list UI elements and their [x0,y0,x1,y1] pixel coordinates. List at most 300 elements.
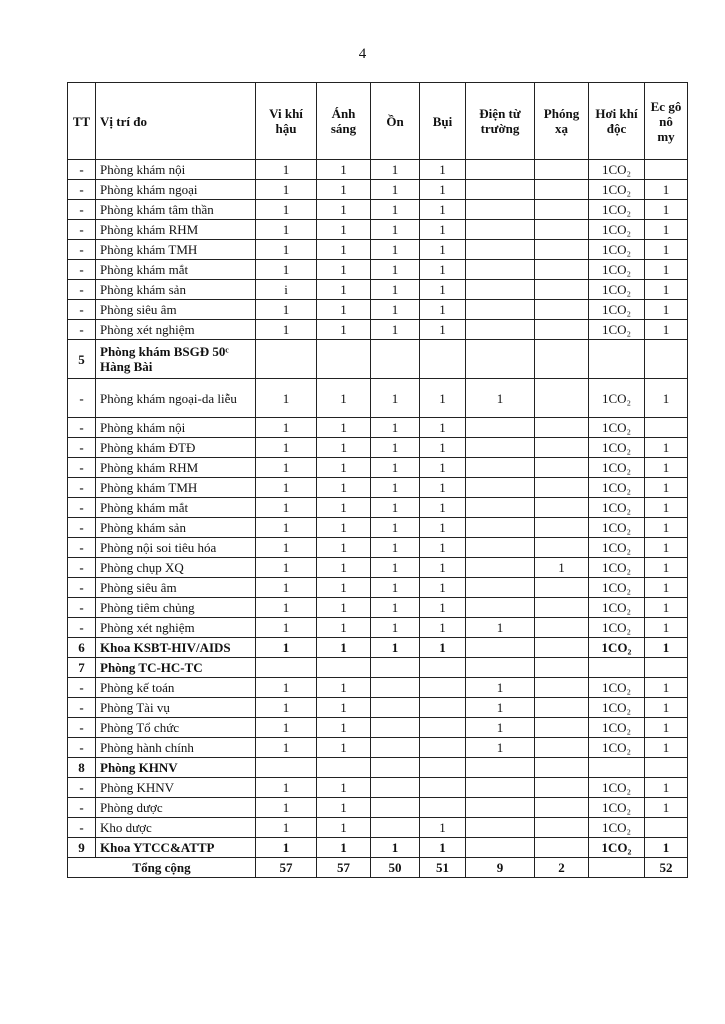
cell-ergonomy: 1 [645,260,688,280]
row-tt: 9 [68,838,96,858]
row-tt: - [68,240,96,260]
cell-emf [466,478,535,498]
total-value: 57 [256,858,317,878]
cell-light: 1 [317,798,371,818]
cell-radiation [535,518,589,538]
cell-dust [420,678,466,698]
cell-toxic-gas: 1CO₂ [589,798,645,818]
cell-microclimate: 1 [256,300,317,320]
cell-radiation [535,798,589,818]
cell-ergonomy: 1 [645,280,688,300]
cell-dust: 1 [420,518,466,538]
cell-noise: 1 [371,418,420,438]
table-row [68,798,688,818]
cell-ergonomy: 1 [645,200,688,220]
cell-microclimate: 1 [256,578,317,598]
cell-dust [420,778,466,798]
cell-dust: 1 [420,498,466,518]
cell-dust: 1 [420,180,466,200]
cell-radiation [535,498,589,518]
table-row [68,220,688,240]
cell-toxic-gas: 1CO₂ [589,180,645,200]
cell-dust: 1 [420,458,466,478]
cell-microclimate: 1 [256,778,317,798]
cell-light [317,658,371,678]
cell-toxic-gas: 1CO₂ [589,838,645,858]
cell-ergonomy: 1 [645,518,688,538]
cell-microclimate: 1 [256,678,317,698]
cell-ergonomy: 1 [645,180,688,200]
row-location: Phòng xét nghiệm [96,320,256,340]
cell-noise [371,340,420,379]
row-tt: - [68,200,96,220]
cell-ergonomy [645,658,688,678]
cell-toxic-gas [589,758,645,778]
cell-dust: 1 [420,220,466,240]
cell-ergonomy: 1 [645,838,688,858]
header-ergonomy: Ec gô nô my [645,83,688,160]
cell-noise: 1 [371,478,420,498]
total-value [589,858,645,878]
cell-emf [466,778,535,798]
cell-toxic-gas: 1CO₂ [589,300,645,320]
cell-ergonomy: 1 [645,498,688,518]
cell-noise: 1 [371,220,420,240]
row-location: Phòng Tổ chức [96,718,256,738]
table-row [68,418,688,438]
row-location: Phòng hành chính [96,738,256,758]
cell-microclimate [256,758,317,778]
cell-microclimate: 1 [256,738,317,758]
cell-emf [466,160,535,180]
cell-radiation [535,638,589,658]
cell-noise: 1 [371,458,420,478]
cell-ergonomy: 1 [645,240,688,260]
cell-microclimate: i [256,280,317,300]
cell-dust: 1 [420,598,466,618]
cell-emf [466,180,535,200]
cell-ergonomy: 1 [645,379,688,418]
cell-dust: 1 [420,438,466,458]
table-row [68,438,688,458]
cell-noise: 1 [371,518,420,538]
row-tt: 6 [68,638,96,658]
cell-light: 1 [317,498,371,518]
cell-dust: 1 [420,240,466,260]
cell-dust: 1 [420,618,466,638]
row-tt: 7 [68,658,96,678]
cell-toxic-gas: 1CO₂ [589,438,645,458]
cell-microclimate: 1 [256,180,317,200]
cell-radiation [535,478,589,498]
cell-light: 1 [317,280,371,300]
group-row [68,638,688,658]
row-location: Phòng khám RHM [96,458,256,478]
row-tt: - [68,260,96,280]
cell-microclimate: 1 [256,518,317,538]
table-row [68,778,688,798]
table-row [68,598,688,618]
cell-microclimate: 1 [256,638,317,658]
cell-ergonomy: 1 [645,220,688,240]
cell-microclimate: 1 [256,438,317,458]
cell-noise: 1 [371,300,420,320]
total-row [68,858,688,878]
cell-microclimate: 1 [256,240,317,260]
cell-light: 1 [317,418,371,438]
cell-radiation [535,618,589,638]
cell-radiation [535,340,589,379]
cell-emf [466,638,535,658]
cell-emf [466,200,535,220]
cell-dust: 1 [420,638,466,658]
cell-radiation [535,418,589,438]
header-location: Vị trí đo [96,83,256,160]
row-tt: - [68,578,96,598]
row-tt: - [68,778,96,798]
cell-radiation [535,160,589,180]
cell-toxic-gas: 1CO₂ [589,220,645,240]
cell-microclimate: 1 [256,618,317,638]
cell-ergonomy [645,340,688,379]
row-location: Khoa KSBT-HIV/AIDS [96,638,256,658]
cell-emf [466,320,535,340]
cell-toxic-gas: 1CO₂ [589,778,645,798]
cell-noise [371,658,420,678]
row-tt: - [68,498,96,518]
cell-toxic-gas: 1CO₂ [589,578,645,598]
measurement-table [67,82,688,878]
cell-noise: 1 [371,638,420,658]
row-tt: - [68,698,96,718]
cell-noise [371,698,420,718]
row-tt: - [68,458,96,478]
cell-microclimate: 1 [256,220,317,240]
table-row [68,300,688,320]
page-number: 4 [358,46,367,62]
cell-toxic-gas: 1CO₂ [589,538,645,558]
cell-light: 1 [317,160,371,180]
cell-noise [371,738,420,758]
cell-light: 1 [317,240,371,260]
cell-radiation [535,838,589,858]
table-header-row [68,83,688,160]
table-row [68,538,688,558]
cell-light: 1 [317,300,371,320]
cell-radiation [535,300,589,320]
cell-light: 1 [317,320,371,340]
cell-ergonomy: 1 [645,558,688,578]
cell-microclimate: 1 [256,558,317,578]
table-row [68,558,688,578]
cell-light: 1 [317,738,371,758]
cell-noise: 1 [371,180,420,200]
header-microclimate: Vi khí hậu [256,83,317,160]
cell-ergonomy: 1 [645,458,688,478]
cell-toxic-gas: 1CO₂ [589,260,645,280]
cell-noise: 1 [371,538,420,558]
cell-radiation [535,280,589,300]
table-row [68,240,688,260]
cell-microclimate [256,658,317,678]
cell-noise [371,818,420,838]
cell-radiation [535,778,589,798]
row-location: Phòng khám nội [96,160,256,180]
cell-light: 1 [317,578,371,598]
cell-light: 1 [317,518,371,538]
cell-microclimate: 1 [256,458,317,478]
row-location: Phòng khám TMH [96,240,256,260]
cell-emf [466,458,535,478]
cell-dust: 1 [420,379,466,418]
table-row [68,180,688,200]
cell-ergonomy: 1 [645,638,688,658]
cell-microclimate: 1 [256,379,317,418]
table-row [68,578,688,598]
row-location: Phòng khám mắt [96,260,256,280]
cell-toxic-gas: 1CO₂ [589,678,645,698]
cell-emf: 1 [466,678,535,698]
cell-toxic-gas: 1CO₂ [589,738,645,758]
cell-radiation [535,379,589,418]
cell-noise [371,758,420,778]
cell-emf [466,438,535,458]
cell-dust: 1 [420,300,466,320]
cell-ergonomy: 1 [645,738,688,758]
cell-emf [466,340,535,379]
row-tt: - [68,618,96,638]
cell-radiation [535,678,589,698]
cell-dust [420,758,466,778]
cell-emf [466,518,535,538]
table-row [68,718,688,738]
cell-emf: 1 [466,379,535,418]
cell-ergonomy: 1 [645,698,688,718]
table-row [68,320,688,340]
cell-toxic-gas: 1CO₂ [589,698,645,718]
cell-ergonomy: 1 [645,718,688,738]
header-emf: Điện từ trường [466,83,535,160]
cell-noise: 1 [371,498,420,518]
cell-toxic-gas [589,658,645,678]
row-location: Phòng xét nghiệm [96,618,256,638]
row-location: Phòng khám tâm thần [96,200,256,220]
cell-light: 1 [317,180,371,200]
cell-dust: 1 [420,538,466,558]
group-row [68,758,688,778]
row-location: Phòng khám mắt [96,498,256,518]
table-row [68,518,688,538]
cell-ergonomy [645,160,688,180]
cell-emf: 1 [466,618,535,638]
row-tt: - [68,818,96,838]
cell-dust: 1 [420,818,466,838]
row-tt: - [68,300,96,320]
cell-emf [466,758,535,778]
table-row [68,200,688,220]
cell-dust: 1 [420,478,466,498]
cell-toxic-gas: 1CO₂ [589,618,645,638]
cell-light: 1 [317,558,371,578]
cell-dust: 1 [420,558,466,578]
table-row [68,498,688,518]
cell-radiation [535,260,589,280]
table-row [68,698,688,718]
row-location: Phòng khám ngoại [96,180,256,200]
cell-light: 1 [317,220,371,240]
cell-ergonomy: 1 [645,438,688,458]
row-tt: 5 [68,340,96,379]
cell-dust [420,718,466,738]
cell-noise: 1 [371,438,420,458]
cell-light: 1 [317,200,371,220]
table-body [68,160,688,878]
cell-radiation [535,758,589,778]
cell-emf [466,658,535,678]
row-location: Phòng khám TMH [96,478,256,498]
row-location: Phòng kế toán [96,678,256,698]
cell-microclimate: 1 [256,598,317,618]
cell-emf [466,300,535,320]
cell-ergonomy [645,758,688,778]
table-row [68,458,688,478]
row-tt: - [68,518,96,538]
row-tt: - [68,418,96,438]
cell-emf [466,498,535,518]
cell-radiation [535,458,589,478]
row-location: Phòng dược [96,798,256,818]
cell-light: 1 [317,718,371,738]
cell-emf [466,818,535,838]
cell-emf [466,240,535,260]
total-value: 9 [466,858,535,878]
group-row [68,838,688,858]
cell-radiation: 1 [535,558,589,578]
row-tt: 8 [68,758,96,778]
row-location: Phòng khám RHM [96,220,256,240]
cell-ergonomy: 1 [645,618,688,638]
cell-noise: 1 [371,618,420,638]
cell-radiation [535,438,589,458]
row-tt: - [68,738,96,758]
cell-microclimate: 1 [256,200,317,220]
cell-noise: 1 [371,578,420,598]
cell-emf [466,260,535,280]
cell-light: 1 [317,618,371,638]
header-noise: Ồn [371,83,420,160]
table-row [68,818,688,838]
cell-radiation [535,658,589,678]
cell-noise: 1 [371,240,420,260]
cell-ergonomy: 1 [645,320,688,340]
cell-dust: 1 [420,260,466,280]
cell-radiation [535,718,589,738]
cell-toxic-gas: 1CO₂ [589,718,645,738]
row-location: Phòng khám sản [96,280,256,300]
header-radiation: Phóng xạ [535,83,589,160]
cell-radiation [535,180,589,200]
cell-microclimate: 1 [256,798,317,818]
cell-light: 1 [317,698,371,718]
cell-microclimate: 1 [256,478,317,498]
cell-ergonomy: 1 [645,678,688,698]
row-location: Phòng khám ngoại-da liễu [96,379,256,418]
row-tt: - [68,280,96,300]
row-tt: - [68,798,96,818]
cell-emf [466,280,535,300]
cell-light: 1 [317,538,371,558]
cell-dust [420,698,466,718]
cell-ergonomy: 1 [645,778,688,798]
cell-ergonomy: 1 [645,538,688,558]
cell-noise [371,778,420,798]
cell-emf [466,578,535,598]
cell-dust [420,658,466,678]
cell-microclimate [256,340,317,379]
cell-toxic-gas: 1CO₂ [589,160,645,180]
cell-toxic-gas: 1CO₂ [589,818,645,838]
cell-toxic-gas: 1CO₂ [589,478,645,498]
cell-toxic-gas: 1CO₂ [589,280,645,300]
cell-light: 1 [317,638,371,658]
cell-microclimate: 1 [256,718,317,738]
cell-ergonomy: 1 [645,578,688,598]
row-location: Phòng khám nội [96,418,256,438]
table-row [68,678,688,698]
cell-noise: 1 [371,320,420,340]
cell-noise [371,718,420,738]
cell-emf [466,220,535,240]
cell-microclimate: 1 [256,698,317,718]
cell-radiation [535,818,589,838]
total-value: 50 [371,858,420,878]
cell-emf [466,418,535,438]
cell-dust: 1 [420,578,466,598]
row-location: Phòng khám BSGĐ 50ᶜ Hàng Bài [96,340,256,379]
total-value: 52 [645,858,688,878]
cell-microclimate: 1 [256,838,317,858]
cell-light [317,340,371,379]
cell-ergonomy: 1 [645,598,688,618]
cell-toxic-gas: 1CO₂ [589,200,645,220]
cell-emf [466,838,535,858]
cell-noise: 1 [371,160,420,180]
cell-toxic-gas: 1CO₂ [589,458,645,478]
cell-toxic-gas: 1CO₂ [589,638,645,658]
row-location: Phòng siêu âm [96,300,256,320]
cell-dust: 1 [420,320,466,340]
row-tt: - [68,220,96,240]
cell-emf: 1 [466,718,535,738]
cell-noise: 1 [371,280,420,300]
row-location: Phòng tiêm chủng [96,598,256,618]
cell-dust [420,738,466,758]
row-tt: - [68,678,96,698]
cell-emf: 1 [466,698,535,718]
cell-noise: 1 [371,558,420,578]
total-value: 2 [535,858,589,878]
header-tt: TT [68,83,96,160]
cell-emf [466,558,535,578]
cell-radiation [535,738,589,758]
cell-noise: 1 [371,379,420,418]
table-row [68,618,688,638]
row-location: Phòng KHNV [96,778,256,798]
cell-toxic-gas: 1CO₂ [589,498,645,518]
row-tt: - [68,718,96,738]
cell-noise [371,798,420,818]
row-location: Phòng TC-HC-TC [96,658,256,678]
